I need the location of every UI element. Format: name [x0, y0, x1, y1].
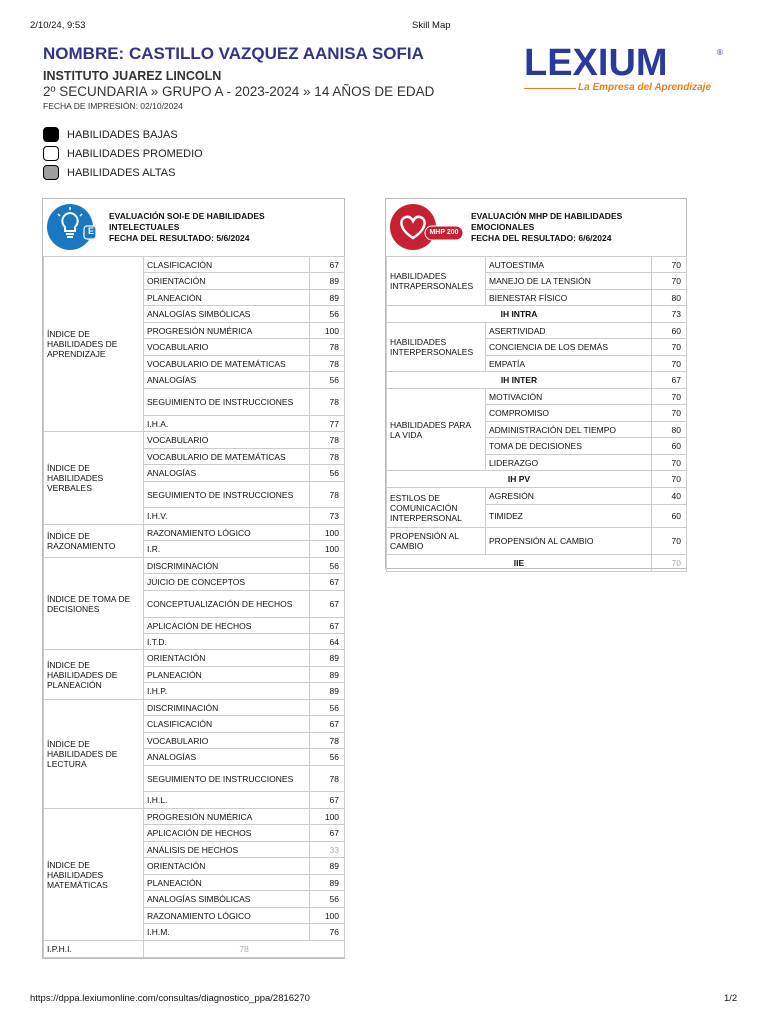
skill-value: 100	[310, 809, 345, 825]
skill-label: ANALOGÍAS	[144, 749, 310, 766]
skill-label: PROGRESIÓN NUMÉRICA	[144, 809, 310, 825]
soi-title-line2: INTELECTUALES	[109, 222, 180, 232]
skill-label: CONCEPTUALIZACIÓN DE HECHOS	[144, 591, 310, 618]
table-row	[387, 257, 687, 273]
student-name: NOMBRE: CASTILLO VAZQUEZ AANISA SOFIA	[43, 44, 424, 63]
skill-value: 56	[310, 465, 345, 482]
skill-label: RAZONAMIENTO LÓGICO	[144, 908, 310, 924]
group-label: ÍNDICE DE HABILIDADES VERBALES	[44, 432, 144, 525]
skill-label: ADMINISTRACIÓN DEL TIEMPO	[486, 422, 652, 438]
print-url: https://dppa.lexiumonline.com/consultas/diagnostico_ppa/2816270	[30, 993, 310, 1004]
skill-value: 64	[310, 634, 345, 650]
subtotal-label: IH INTRA	[387, 306, 652, 323]
skill-label: MOTIVACIÓN	[486, 389, 652, 405]
mhp-title-line1: EVALUACIÓN MHP DE HABILIDADES	[471, 211, 623, 221]
skill-value: 89	[310, 273, 345, 290]
skill-value: 80	[652, 290, 687, 306]
skill-label: I.T.D.	[144, 634, 310, 650]
table-row	[44, 432, 345, 449]
mhp-badge: MHP 200	[429, 229, 459, 236]
lexium-logo	[520, 42, 726, 98]
group-label: ÍNDICE DE RAZONAMIENTO	[44, 525, 144, 558]
skill-label: TIMIDEZ	[486, 505, 652, 528]
skill-value: 100	[310, 908, 345, 924]
skill-label: SEGUIMIENTO DE INSTRUCCIONES	[144, 482, 310, 508]
skill-value: 67	[310, 825, 345, 842]
group-label: ESTILOS DE COMUNICACIÓN INTERPERSONAL	[387, 488, 486, 528]
skill-label: DISCRIMINACIÓN	[144, 700, 310, 716]
total-label: I.P.H.I.	[44, 941, 144, 958]
skill-label: CLASIFICACIÓN	[144, 257, 310, 273]
skill-value: 67	[310, 591, 345, 618]
heart-icon	[389, 202, 465, 252]
skill-label: EMPATÍA	[486, 356, 652, 372]
skill-label: PROPENSIÓN AL CAMBIO	[486, 528, 652, 555]
total-row	[44, 941, 345, 958]
table-row	[44, 809, 345, 825]
skill-value: 67	[310, 618, 345, 634]
skill-label: VOCABULARIO	[144, 733, 310, 749]
skill-label: PLANEACIÓN	[144, 290, 310, 306]
mhp-card-header	[386, 199, 686, 257]
skill-value: 78	[310, 389, 345, 416]
soi-title	[109, 211, 265, 244]
skill-value: 78	[310, 482, 345, 508]
skill-value: 67	[310, 716, 345, 733]
skill-label: BIENESTAR FÍSICO	[486, 290, 652, 306]
skill-label: I.H.L.	[144, 792, 310, 809]
logo-wordmark: LEXIUM	[524, 42, 668, 84]
skill-label: ANALOGÍAS SIMBÓLICAS	[144, 306, 310, 323]
skill-value: 70	[652, 356, 687, 372]
skill-value: 100	[310, 525, 345, 541]
skill-value: 33	[310, 842, 345, 858]
total-row	[387, 555, 687, 572]
skill-label: APLICACIÓN DE HECHOS	[144, 618, 310, 634]
soi-card	[42, 198, 345, 959]
subtotal-label: IH PV	[387, 471, 652, 488]
legend-item-average	[43, 145, 203, 163]
skill-label: TOMA DE DECISIONES	[486, 438, 652, 455]
legend-item-low	[43, 126, 178, 144]
skill-value: 70	[652, 389, 687, 405]
skill-label: CONCIENCIA DE LOS DEMÁS	[486, 339, 652, 356]
grade-info: 2º SECUNDARIA » GRUPO A - 2023-2024 » 14 AÑOS DE EDAD	[43, 84, 435, 99]
print-title: Skill Map	[412, 20, 451, 31]
total-label: IIE	[387, 555, 652, 572]
skill-value: 67	[310, 574, 345, 591]
mhp-result-date: FECHA DEL RESULTADO: 6/6/2024	[471, 233, 612, 243]
legend-label-low: HABILIDADES BAJAS	[67, 128, 178, 141]
total-value: 70	[652, 555, 687, 572]
skill-value: 70	[652, 257, 687, 273]
skill-label: ANÁLISIS DE HECHOS	[144, 842, 310, 858]
table-row	[387, 488, 687, 505]
skill-label: VOCABULARIO DE MATEMÁTICAS	[144, 356, 310, 372]
mhp-card	[385, 198, 687, 569]
subtotal-value: 67	[652, 372, 687, 389]
group-label: HABILIDADES PARA LA VIDA	[387, 389, 486, 471]
skill-value: 56	[310, 372, 345, 389]
skill-value: 100	[310, 323, 345, 339]
skill-value: 70	[652, 273, 687, 290]
skill-label: SEGUIMIENTO DE INSTRUCCIONES	[144, 389, 310, 416]
subtotal-value: 70	[652, 471, 687, 488]
table-row	[44, 558, 345, 574]
skill-value: 70	[652, 455, 687, 471]
table-row	[44, 525, 345, 541]
skill-label: COMPROMISO	[486, 405, 652, 422]
soi-badge: E	[87, 226, 94, 236]
skill-label: VOCABULARIO DE MATEMÁTICAS	[144, 449, 310, 465]
skill-label: DISCRIMINACIÓN	[144, 558, 310, 574]
group-label: ÍNDICE DE HABILIDADES MATEMÁTICAS	[44, 809, 144, 941]
legend-swatch-high	[43, 165, 59, 180]
skill-label: AUTOESTIMA	[486, 257, 652, 273]
skill-label: ORIENTACIÓN	[144, 858, 310, 875]
skill-label: PROGRESIÓN NUMÉRICA	[144, 323, 310, 339]
skill-label: PLANEACIÓN	[144, 875, 310, 891]
skill-value: 56	[310, 891, 345, 908]
group-label: ÍNDICE DE HABILIDADES DE APRENDIZAJE	[44, 257, 144, 432]
mhp-table	[386, 256, 687, 572]
skill-label: JUICIO DE CONCEPTOS	[144, 574, 310, 591]
skill-label: I.H.A.	[144, 416, 310, 432]
skill-value: 70	[652, 528, 687, 555]
skill-value: 78	[310, 449, 345, 465]
skill-value: 89	[310, 683, 345, 700]
skill-label: PLANEACIÓN	[144, 667, 310, 683]
skill-value: 78	[310, 733, 345, 749]
skill-label: VOCABULARIO	[144, 339, 310, 356]
skill-label: ORIENTACIÓN	[144, 650, 310, 667]
skill-label: AGRESIÓN	[486, 488, 652, 505]
legend-item-high	[43, 164, 175, 182]
table-row	[387, 471, 687, 488]
group-label: ÍNDICE DE HABILIDADES DE LECTURA	[44, 700, 144, 809]
group-label: ÍNDICE DE HABILIDADES DE PLANEACIÓN	[44, 650, 144, 700]
skill-label: VOCABULARIO	[144, 432, 310, 449]
skill-label: APLICACIÓN DE HECHOS	[144, 825, 310, 842]
group-label: HABILIDADES INTERPERSONALES	[387, 323, 486, 372]
table-row	[44, 650, 345, 667]
skill-label: ANALOGÍAS	[144, 372, 310, 389]
skill-value: 78	[310, 432, 345, 449]
skill-label: LIDERAZGO	[486, 455, 652, 471]
skill-value: 80	[652, 422, 687, 438]
logo-tagline: La Empresa del Aprendizaje	[578, 82, 712, 93]
skill-value: 70	[652, 405, 687, 422]
subtotal-label: IH INTER	[387, 372, 652, 389]
skill-label: SEGUIMIENTO DE INSTRUCCIONES	[144, 766, 310, 792]
table-row	[44, 700, 345, 716]
total-value: 78	[144, 941, 345, 958]
skill-label: I.H.P.	[144, 683, 310, 700]
table-row	[387, 323, 687, 339]
skill-value: 78	[310, 766, 345, 792]
print-page: 1/2	[724, 993, 738, 1004]
skill-value: 56	[310, 306, 345, 323]
table-row	[387, 389, 687, 405]
mhp-title-line2: EMOCIONALES	[471, 222, 535, 232]
skill-label: ANALOGÍAS	[144, 465, 310, 482]
group-label: PROPENSIÓN AL CAMBIO	[387, 528, 486, 555]
skill-label: ASERTIVIDAD	[486, 323, 652, 339]
skill-label: I.H.M.	[144, 924, 310, 941]
legend-label-average: HABILIDADES PROMEDIO	[67, 147, 203, 160]
skill-value: 78	[310, 356, 345, 372]
skill-value: 56	[310, 700, 345, 716]
group-label: ÍNDICE DE TOMA DE DECISIONES	[44, 558, 144, 650]
school-name: INSTITUTO JUAREZ LINCOLN	[43, 69, 222, 83]
skill-value: 77	[310, 416, 345, 432]
skill-value: 56	[310, 558, 345, 574]
legend-label-high: HABILIDADES ALTAS	[67, 166, 176, 179]
table-row	[387, 528, 687, 555]
skill-value: 60	[652, 323, 687, 339]
skill-value: 60	[652, 505, 687, 528]
skill-value: 89	[310, 858, 345, 875]
table-row	[44, 257, 345, 273]
logo-registered-mark: ®	[717, 48, 723, 57]
skill-value: 40	[652, 488, 687, 505]
skill-value: 89	[310, 667, 345, 683]
skill-value: 89	[310, 875, 345, 891]
soi-title-line1: EVALUACIÓN SOI-E DE HABILIDADES	[109, 211, 265, 221]
soi-table	[43, 256, 345, 958]
skill-label: ORIENTACIÓN	[144, 273, 310, 290]
skill-value: 60	[652, 438, 687, 455]
group-label: HABILIDADES INTRAPERSONALES	[387, 257, 486, 306]
skill-label: RAZONAMIENTO LÓGICO	[144, 525, 310, 541]
skill-label: I.R.	[144, 541, 310, 558]
skill-label: CLASIFICACIÓN	[144, 716, 310, 733]
legend-swatch-average	[43, 146, 59, 161]
skill-value: 67	[310, 792, 345, 809]
logo-rule	[524, 88, 576, 89]
skill-value: 89	[310, 650, 345, 667]
subtotal-value: 73	[652, 306, 687, 323]
mhp-title	[471, 211, 622, 244]
print-date: FECHA DE IMPRESIÓN: 02/10/2024	[43, 101, 183, 111]
table-row	[387, 372, 687, 389]
skill-value: 78	[310, 339, 345, 356]
table-row	[387, 306, 687, 323]
skill-value: 100	[310, 541, 345, 558]
skill-label: MANEJO DE LA TENSIÓN	[486, 273, 652, 290]
skill-label: I.H.V.	[144, 508, 310, 525]
skill-value: 76	[310, 924, 345, 941]
skill-value: 70	[652, 339, 687, 356]
soi-card-header	[43, 199, 344, 257]
skill-value: 89	[310, 290, 345, 306]
skill-value: 56	[310, 749, 345, 766]
skill-label: ANALOGÍAS SIMBÓLICAS	[144, 891, 310, 908]
print-datetime: 2/10/24, 9:53	[30, 20, 86, 31]
soi-result-date: FECHA DEL RESULTADO: 5/6/2024	[109, 233, 250, 243]
skill-value: 73	[310, 508, 345, 525]
legend-swatch-low	[43, 127, 59, 142]
skill-value: 67	[310, 257, 345, 273]
